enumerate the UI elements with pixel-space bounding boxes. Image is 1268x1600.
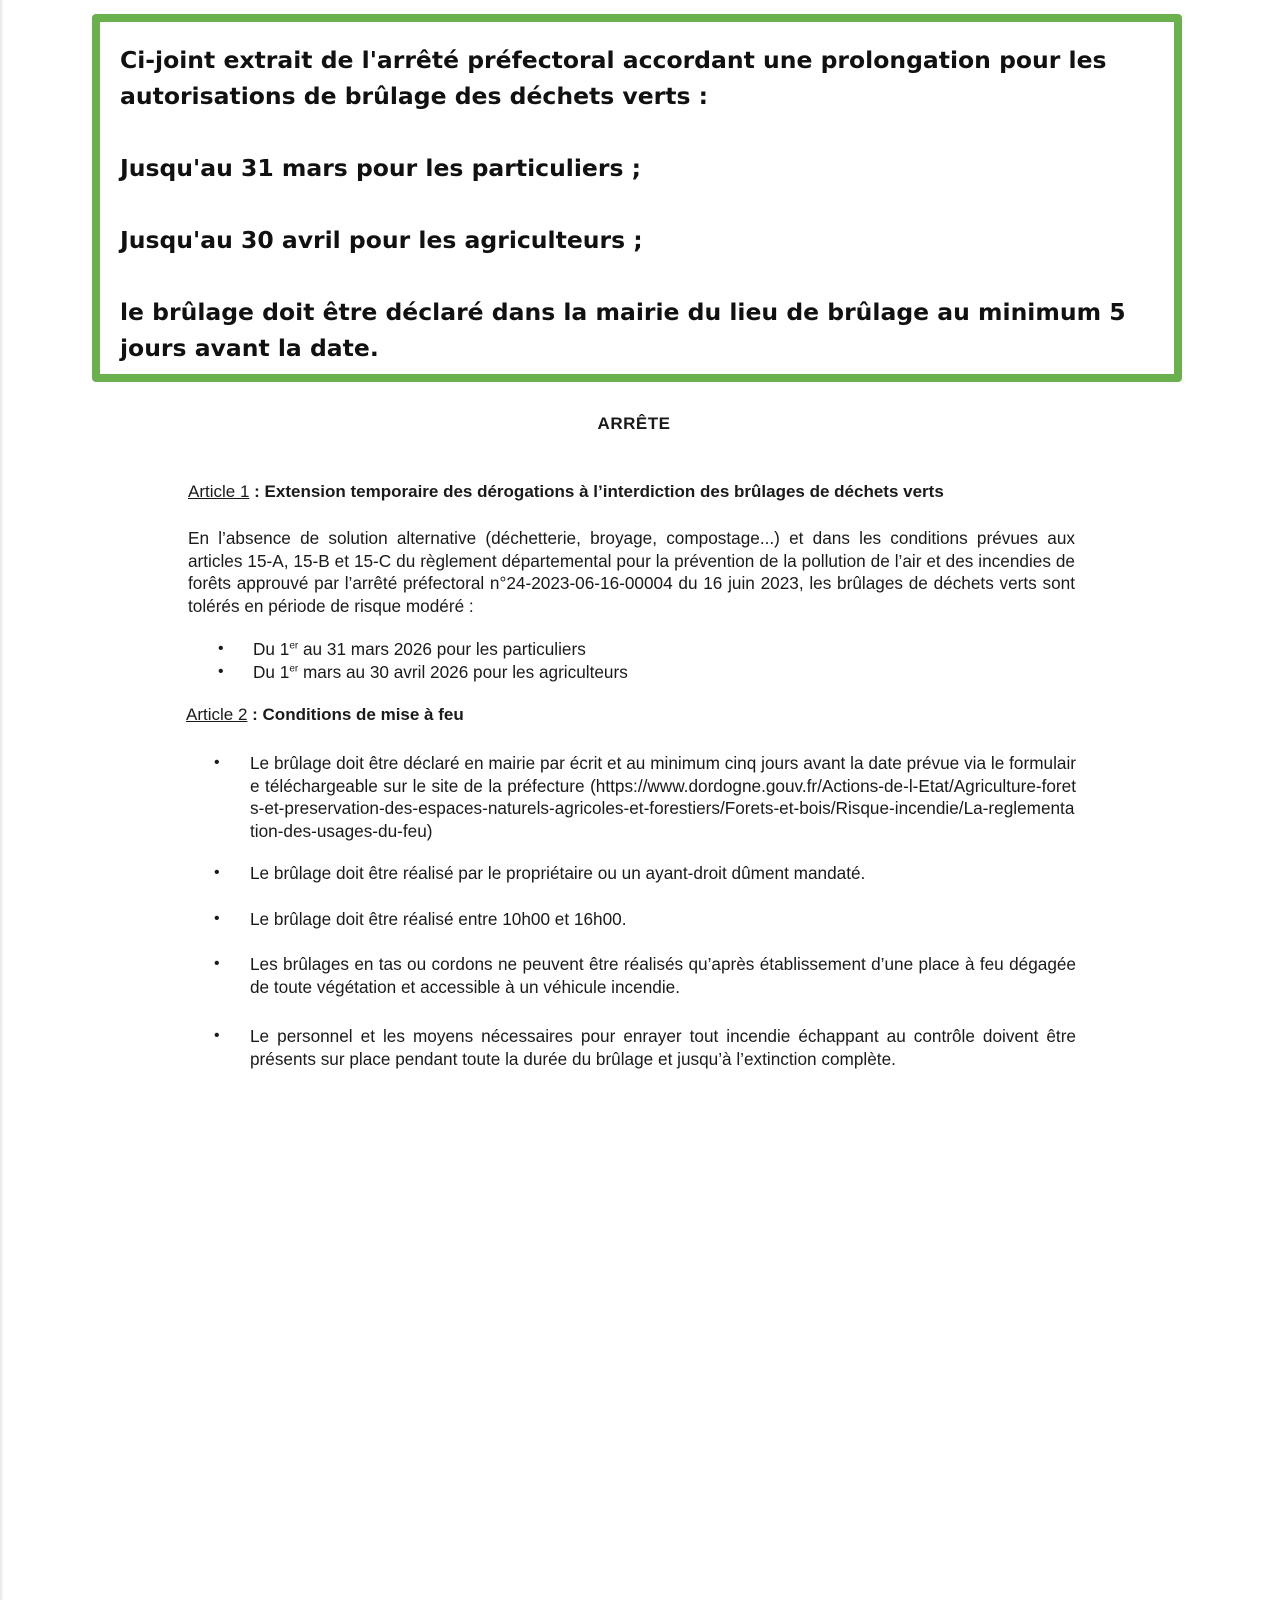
bullet-icon: •	[214, 955, 220, 972]
article-1-heading	[188, 482, 1068, 502]
article-2-bullets	[186, 752, 1076, 1070]
article-2-title: : Conditions de mise à feu	[247, 705, 464, 724]
bullet-icon: •	[214, 1027, 220, 1044]
list-item: • Du 1er au 31 mars 2026 pour les particuliers	[218, 639, 586, 659]
notice-declaration: le brûlage doit être déclaré dans la mairie du lieu de brûlage au minimum 5 jours avant la date.	[120, 298, 1126, 362]
notice-particuliers: Jusqu'au 31 mars pour les particuliers ;	[120, 154, 642, 182]
article-1-bullets	[188, 638, 1068, 683]
article-2-label: Article 2	[186, 705, 248, 724]
list-item: • Les brûlages en tas ou cordons ne peuvent être réalisés qu’après établissement d’une place à feu dégagée de toute végétation et accessible à un véhicule incendie.	[214, 954, 1076, 997]
list-item: • Le brûlage doit être réalisé entre 10h00 et 16h00.	[214, 908, 627, 929]
list-item: • Le personnel et les moyens nécessaires pour enrayer tout incendie échappant au contrôle doivent être présents sur place pendant toute la durée du brûlage et jusqu’à l’extinction complète.	[214, 1026, 1076, 1069]
list-item: • Le brûlage doit être réalisé par le propriétaire ou un ayant-droit dûment mandaté.	[214, 863, 866, 883]
document-title: ARRÊTE	[597, 414, 671, 433]
list-item: • Le brûlage doit être déclaré en mairie par écrit et au minimum cinq jours avant la date prévue via le formulaire téléchargeable sur le site de la préfecture (https://www.dordogne.gouv.fr/Actions-de-l-Etat/Agriculture-forets-et-preservation-des-espaces-naturels-agricoles-et-forestiers/Forets-et-bois/Risque-incendie/La-reglementation-des-usages-du-feu)	[214, 753, 1076, 841]
article-1-title: : Extension temporaire des dérogations à l’interdiction des brûlages de déchets verts	[249, 482, 944, 501]
article-1-label: Article 1	[188, 482, 250, 501]
notice-agriculteurs: Jusqu'au 30 avril pour les agriculteurs ;	[120, 226, 643, 254]
bullet-icon: •	[218, 640, 224, 657]
bullet-icon: •	[214, 754, 220, 771]
bullet-icon: •	[214, 864, 220, 881]
notice-intro: Ci-joint extrait de l'arrêté préfectoral accordant une prolongation pour les autorisations de brûlage des déchets verts :	[120, 46, 1107, 110]
notice-box	[92, 14, 1182, 382]
article-1-paragraph: En l’absence de solution alternative (déchetterie, broyage, compostage...) et dans les conditions prévues aux articles 15-A, 15-B et 15-C du règlement départemental pour la prévention de la pollution de l’air et des incendies de forêts approuvé par l’arrêté préfectoral n°24-2023-06-16-00004 du 16 juin 2023, les brûlages de déchets verts sont tolérés en période de risque modéré :	[188, 528, 1075, 616]
page-edge	[0, 0, 4, 1600]
bullet-icon: •	[218, 662, 224, 680]
article-2-heading	[186, 705, 1066, 725]
list-item: • Du 1er mars au 30 avril 2026 pour les agriculteurs	[218, 661, 628, 682]
bullet-icon: •	[214, 909, 220, 927]
